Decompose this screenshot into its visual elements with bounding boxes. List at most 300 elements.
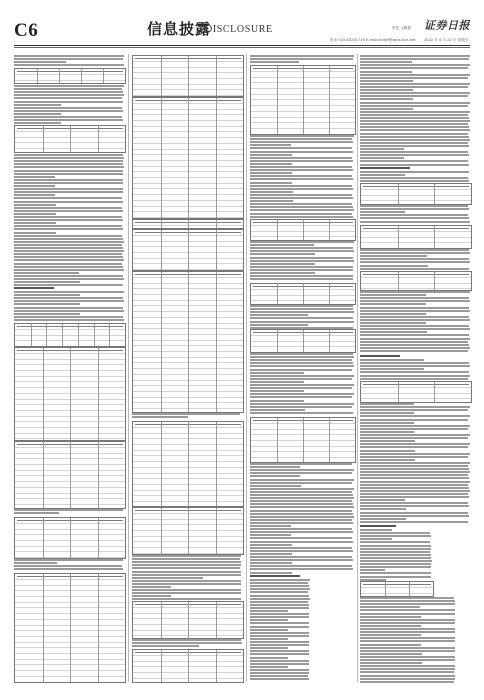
body-text-line <box>360 428 468 430</box>
table-column-rule <box>303 330 304 352</box>
body-text-line <box>14 166 124 168</box>
body-text-line <box>360 95 468 97</box>
body-text-line <box>360 668 455 670</box>
body-text-line <box>360 145 469 147</box>
body-text-line <box>250 657 288 659</box>
body-text-line <box>360 148 404 150</box>
body-text-line <box>250 308 353 310</box>
body-text-line <box>14 110 123 112</box>
body-text-line <box>250 644 309 646</box>
body-text-line <box>360 319 470 321</box>
body-text-line <box>132 639 241 641</box>
body-text-line <box>14 107 122 109</box>
body-text-line <box>250 525 291 527</box>
section-heading <box>360 525 396 527</box>
table-column-rule <box>398 272 399 290</box>
body-text-line <box>14 310 124 312</box>
body-text-line <box>14 85 124 87</box>
body-text-line <box>250 588 310 590</box>
table-column-rule <box>277 66 278 134</box>
table-column-rule <box>277 330 278 352</box>
table-header-row <box>17 326 123 327</box>
body-text-line <box>360 440 415 442</box>
body-text-line <box>360 211 405 213</box>
body-text-line <box>360 487 469 489</box>
body-text-line <box>250 188 353 190</box>
body-text-line <box>14 119 123 121</box>
financial-table <box>360 381 472 403</box>
body-text-line <box>14 250 124 252</box>
table-column-rule <box>277 418 278 462</box>
financial-table <box>14 441 126 509</box>
body-text-line <box>250 369 352 371</box>
body-text-line <box>250 510 352 512</box>
body-text-line <box>360 560 432 562</box>
body-text-line <box>14 154 123 156</box>
table-column-rule <box>161 230 162 270</box>
body-text-line <box>250 653 309 655</box>
body-text-line <box>360 518 406 520</box>
body-text-line <box>14 269 124 271</box>
table-column-rule <box>303 284 304 304</box>
body-text-line <box>360 359 424 361</box>
body-text-line <box>14 313 80 315</box>
table-column-rule <box>329 330 330 352</box>
table-column-rule <box>188 650 189 682</box>
body-text-line <box>360 545 431 547</box>
table-column-rule <box>329 418 330 462</box>
body-text-line <box>250 191 293 193</box>
body-text-line <box>360 640 455 642</box>
body-text-line <box>250 200 293 202</box>
body-text-line <box>14 565 122 567</box>
body-text-line <box>360 535 431 537</box>
body-text-line <box>360 415 470 417</box>
body-text-line <box>360 98 413 100</box>
financial-table <box>14 323 126 347</box>
body-text-line <box>250 672 309 674</box>
body-text-line <box>132 567 240 569</box>
table-column-rule <box>98 348 99 440</box>
body-text-line <box>250 160 353 162</box>
body-text-line <box>360 105 468 107</box>
body-text-line <box>360 347 470 349</box>
body-text-line <box>360 114 468 116</box>
body-text-line <box>14 568 123 570</box>
table-column-rule <box>98 126 99 152</box>
body-text-line <box>250 541 353 543</box>
body-text-line <box>360 300 470 302</box>
article-column-4 <box>360 53 470 683</box>
body-text-line <box>250 263 315 265</box>
body-text-line <box>250 353 353 355</box>
body-text-line <box>250 253 315 255</box>
financial-table <box>132 507 244 555</box>
body-text-line <box>14 294 80 296</box>
body-text-line <box>360 258 469 260</box>
body-text-line <box>360 453 470 455</box>
body-text-line <box>360 634 421 636</box>
body-text-line <box>360 368 424 370</box>
body-text-line <box>360 67 468 69</box>
table-column-rule <box>70 348 71 440</box>
table-column-rule <box>188 602 189 638</box>
body-text-line <box>360 569 385 571</box>
body-text-line <box>250 61 299 63</box>
body-text-line <box>360 261 470 263</box>
table-column-rule <box>94 324 95 346</box>
body-text-line <box>14 253 122 255</box>
body-text-line <box>360 606 420 608</box>
body-text-line <box>250 305 353 307</box>
body-text-line <box>250 321 354 323</box>
newspaper-logo: 证券日报 <box>424 19 470 32</box>
article-column-3 <box>250 53 354 683</box>
body-text-line <box>250 619 288 621</box>
body-text-line <box>14 97 122 99</box>
body-text-line <box>250 166 352 168</box>
body-text-line <box>14 61 66 63</box>
body-text-line <box>360 142 468 144</box>
body-text-line <box>250 250 354 252</box>
body-text-line <box>14 213 56 215</box>
body-text-line <box>250 513 353 515</box>
body-text-line <box>250 519 352 521</box>
table-column-rule <box>43 518 44 558</box>
body-text-line <box>250 565 352 567</box>
body-text-line <box>360 74 470 76</box>
body-text-line <box>14 562 57 564</box>
table-column-rule <box>188 220 189 228</box>
body-text-line <box>250 635 309 637</box>
body-text-line <box>250 595 309 597</box>
body-text-line <box>360 647 455 649</box>
body-text-line <box>360 471 470 473</box>
body-text-line <box>250 409 305 411</box>
body-text-line <box>14 256 123 258</box>
body-text-line <box>360 307 469 309</box>
body-text-line <box>360 403 414 405</box>
body-text-line <box>360 371 469 373</box>
body-text-line <box>360 538 392 540</box>
body-text-line <box>14 216 122 218</box>
body-text-line <box>250 475 300 477</box>
body-text-line <box>360 108 413 110</box>
body-text-line <box>250 163 292 165</box>
financial-table <box>132 97 244 219</box>
body-text-line <box>14 244 122 246</box>
body-text-line <box>360 208 469 210</box>
body-text-line <box>360 422 414 424</box>
body-text-line <box>250 154 292 156</box>
table-column-rule <box>161 602 162 638</box>
financial-table <box>250 283 356 305</box>
table-column-rule <box>303 220 304 240</box>
body-text-line <box>360 77 468 79</box>
body-text-line <box>250 365 354 367</box>
body-text-line <box>250 632 309 634</box>
body-text-line <box>360 521 468 523</box>
body-text-line <box>360 64 470 66</box>
body-text-line <box>250 601 308 603</box>
body-text-line <box>250 610 288 612</box>
body-text-line <box>360 297 469 299</box>
body-text-line <box>14 182 123 184</box>
body-text-line <box>250 579 310 581</box>
body-text-line <box>250 647 288 649</box>
page-number: C6 <box>14 20 39 41</box>
body-text-line <box>360 600 455 602</box>
body-text-line <box>360 603 455 605</box>
table-header-row <box>17 71 123 72</box>
body-text-line <box>360 609 455 611</box>
body-text-line <box>360 459 415 461</box>
body-text-line <box>360 350 468 352</box>
body-text-line <box>250 375 354 377</box>
body-text-line <box>132 561 241 563</box>
body-text-line <box>14 210 123 212</box>
body-text-line <box>360 92 470 94</box>
body-text-line <box>360 249 469 251</box>
body-text-line <box>360 328 470 330</box>
body-text-line <box>360 102 470 104</box>
table-column-rule <box>216 98 217 218</box>
body-text-line <box>14 303 80 305</box>
body-text-line <box>14 163 123 165</box>
section-heading <box>14 287 54 289</box>
body-text-line <box>360 80 413 82</box>
body-text-line <box>250 381 304 383</box>
financial-table <box>360 271 472 291</box>
body-text-line <box>14 281 80 283</box>
body-text-line <box>360 671 454 673</box>
body-text-line <box>14 64 124 66</box>
financial-table <box>250 219 356 241</box>
financial-table <box>132 229 244 271</box>
body-text-line <box>14 55 124 57</box>
body-text-line <box>360 434 470 436</box>
body-text-line <box>360 515 469 517</box>
financial-table <box>250 417 356 463</box>
body-text-line <box>360 303 426 305</box>
body-text-line <box>360 425 470 427</box>
body-text-line <box>250 247 353 249</box>
body-text-line <box>250 537 352 539</box>
financial-table <box>250 329 356 353</box>
body-text-line <box>360 365 470 367</box>
body-text-line <box>360 252 470 254</box>
table-column-rule <box>434 226 435 248</box>
table-column-rule <box>98 574 99 682</box>
body-text-line <box>360 456 468 458</box>
body-text-line <box>250 547 352 549</box>
body-text-line <box>360 217 469 219</box>
table-column-rule <box>434 382 435 402</box>
body-text-line <box>250 629 288 631</box>
table-column-rule <box>98 442 99 508</box>
body-text-line <box>250 178 353 180</box>
body-text-line <box>360 341 468 343</box>
body-text-line <box>14 58 123 60</box>
table-column-rule <box>81 69 82 83</box>
body-text-line <box>360 508 406 510</box>
financial-table <box>132 219 244 229</box>
body-text-line <box>360 111 470 113</box>
body-text-line <box>360 512 468 514</box>
body-text-line <box>360 496 469 498</box>
body-text-line <box>14 160 123 162</box>
body-text-line <box>250 497 354 499</box>
body-text-line <box>250 675 308 677</box>
table-column-rule <box>98 518 99 558</box>
body-text-line <box>360 502 468 504</box>
body-text-line <box>250 500 352 502</box>
body-text-line <box>360 322 426 324</box>
body-text-line <box>360 409 468 411</box>
body-text-line <box>132 592 241 594</box>
body-text-line <box>360 129 470 131</box>
body-text-line <box>250 175 352 177</box>
body-text-line <box>250 406 352 408</box>
financial-table <box>132 55 244 97</box>
body-text-line <box>360 437 468 439</box>
contact-line: 电话 010-83251716 E-mail:zqrb9@zqrb.sina.net <box>330 38 416 42</box>
table-column-rule <box>31 324 32 346</box>
body-text-line <box>360 541 430 543</box>
body-text-line <box>14 91 123 93</box>
body-text-line <box>250 185 352 187</box>
body-text-line <box>14 512 59 514</box>
body-text-line <box>360 678 455 680</box>
body-text-line <box>360 481 470 483</box>
body-text-line <box>360 465 468 467</box>
body-text-line <box>250 412 353 414</box>
body-text-line <box>360 126 469 128</box>
body-text-line <box>250 138 352 140</box>
body-text-line <box>250 663 309 665</box>
body-text-line <box>250 660 309 662</box>
body-text-line <box>360 628 455 630</box>
table-column-rule <box>398 184 399 204</box>
body-text-line <box>360 214 468 216</box>
body-text-line <box>132 413 240 415</box>
table-column-rule <box>398 382 399 402</box>
table-column-rule <box>329 284 330 304</box>
body-text-line <box>360 484 468 486</box>
body-text-line <box>14 104 61 106</box>
table-column-rule <box>188 56 189 96</box>
table-column-rule <box>216 56 217 96</box>
body-text-line <box>360 631 455 633</box>
body-text-line <box>360 268 469 270</box>
body-text-line <box>360 313 426 315</box>
body-text-line <box>360 563 431 565</box>
body-text-line <box>14 247 123 249</box>
body-text-line <box>360 120 470 122</box>
body-text-line <box>360 419 468 421</box>
body-text-line <box>250 666 288 668</box>
body-text-line <box>360 450 415 452</box>
masthead <box>0 0 484 46</box>
body-text-line <box>250 157 352 159</box>
body-text-line <box>250 356 354 358</box>
body-text-line <box>250 585 309 587</box>
body-text-line <box>250 216 353 218</box>
table-column-rule <box>188 422 189 506</box>
body-text-line <box>250 393 354 395</box>
table-column-rule <box>216 272 217 412</box>
body-text-line <box>360 136 469 138</box>
body-text-line <box>360 89 413 91</box>
body-text-line <box>250 317 353 319</box>
body-text-line <box>132 645 199 647</box>
body-text-line <box>250 528 352 530</box>
body-text-line <box>14 170 123 172</box>
body-text-line <box>14 316 123 318</box>
body-text-line <box>250 556 352 558</box>
body-text-line <box>250 182 292 184</box>
financial-table <box>132 271 244 413</box>
body-text-line <box>360 616 421 618</box>
article-column-1 <box>14 53 124 683</box>
body-text-line <box>360 325 469 327</box>
body-text-line <box>250 213 352 215</box>
table-column-rule <box>62 324 63 346</box>
body-text-line <box>360 334 469 336</box>
body-text-line <box>250 488 354 490</box>
body-text-line <box>250 266 353 268</box>
body-text-line <box>14 307 123 309</box>
body-text-line <box>360 644 421 646</box>
body-text-line <box>360 61 412 63</box>
financial-table <box>132 601 244 639</box>
table-column-rule <box>216 422 217 506</box>
financial-table <box>14 347 126 441</box>
table-column-rule <box>188 272 189 412</box>
section-heading <box>360 355 400 357</box>
table-column-rule <box>277 220 278 240</box>
body-text-line <box>250 472 352 474</box>
body-text-line <box>14 266 123 268</box>
body-text-line <box>250 141 353 143</box>
table-column-rule <box>216 508 217 554</box>
financial-table <box>360 225 472 249</box>
section-heading <box>360 167 410 169</box>
body-text-line <box>250 387 352 389</box>
body-text-line <box>250 582 308 584</box>
body-text-line <box>360 597 454 599</box>
body-text-line <box>14 191 123 193</box>
body-text-line <box>250 396 352 398</box>
body-text-line <box>360 133 468 135</box>
table-column-rule <box>216 602 217 638</box>
body-text-line <box>250 206 353 208</box>
body-text-line <box>132 580 241 582</box>
financial-table <box>132 649 244 683</box>
body-text-line <box>14 122 61 124</box>
body-text-line <box>360 265 428 267</box>
body-text-line <box>14 194 55 196</box>
table-column-rule <box>329 220 330 240</box>
body-text-line <box>360 443 470 445</box>
body-text-line <box>360 154 469 156</box>
table-column-rule <box>398 226 399 248</box>
body-text-line <box>250 544 292 546</box>
financial-table <box>360 183 472 205</box>
body-text-line <box>360 310 470 312</box>
body-text-line <box>14 235 122 237</box>
body-text-line <box>14 225 122 227</box>
